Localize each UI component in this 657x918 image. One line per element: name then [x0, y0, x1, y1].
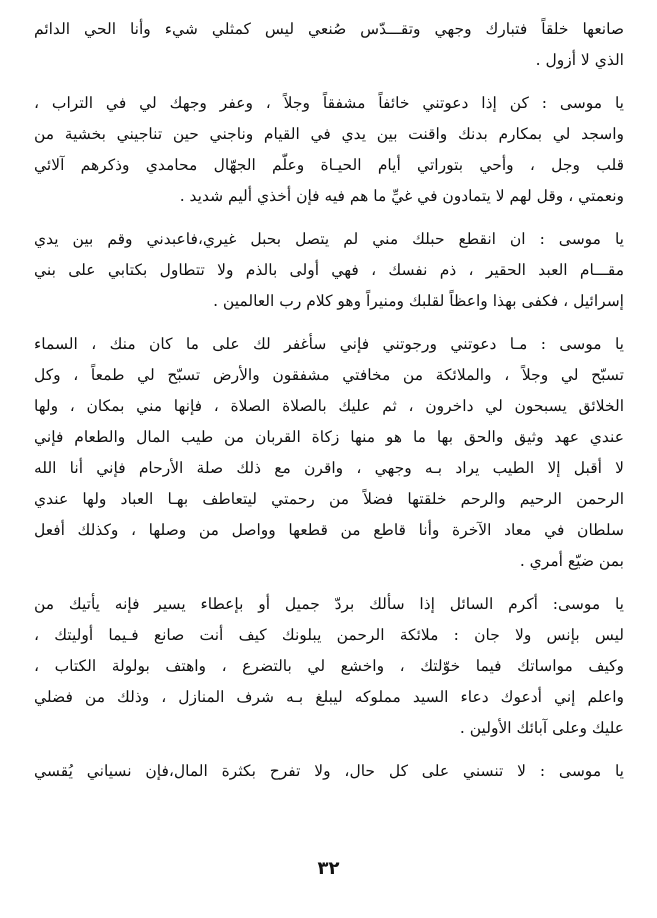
text-line: وكيف مواساتك فيما خوّلتك ، واخشع لي بالتضرع ، واهتف بولولة الكتاب ،	[34, 657, 624, 675]
text-line: واسجد لي بمكارم بدنك واقنت بين يدي في القيام وناجني حين تناجيني بخشية من	[34, 125, 624, 143]
text-line: واعلم إني أدعوك دعاء السيد مملوكه ليبلغ بـه شرف المنازل ، وذلك من فضلي	[34, 688, 624, 706]
page-body	[34, 14, 624, 904]
text-line: صانعها خلقاً فتبارك وجهي وتقـــدّس صُنعي ليس كمثلي شيء وأنا الحي الدائم	[34, 20, 624, 38]
text-line: يا موسى : كن إذا دعوتني خائفاً مشفقاً وجلاً ، وعفر وجهك لي في التراب ،	[34, 94, 624, 112]
text-line: تسبّح لي وجلاً ، والملائكة من مخافتي مشفقون والأرض تسبّح لي طمعاً ، وكل	[34, 366, 624, 384]
text-line: سلطان في معاد الآخرة وأنا قاطع من قطعها وواصل من وصلها ، وكذلك أفعل	[34, 521, 624, 539]
text-line: ونعمتي ، وقل لهم لا يتمادون في غيِّ ما هم فيه فإن أخذي أليم شديد .	[179, 187, 624, 205]
text-line: بمن ضيّع أمري .	[519, 552, 624, 570]
text-line: عندي عهد وثيق والحق بها ما هو منها زكاة القربان من طيب المال والطعام فإني	[34, 428, 624, 446]
text-line: عليك وعلى آبائك الأولين .	[459, 719, 624, 737]
text-line: الرحمن الرحيم والرحم خلقتها فضلاً من رحمتي ليتعاطف بهـا العباد ولها عندي	[34, 490, 624, 508]
text-line: قلب وجل ، وأحي بتوراتي أيام الحيـاة وعلّم الجهّال محامدي وذكرهم آلائي	[34, 156, 624, 174]
paragraph-2	[34, 88, 624, 212]
paragraph-5	[34, 589, 624, 744]
text-line: إسرائيل ، فكفى بهذا واعظاً لقلبك ومنيراً وهو كلام رب العالمين .	[213, 292, 624, 310]
text-line: الذي لا أزول .	[535, 51, 624, 69]
page-number: ٣٢	[317, 858, 340, 879]
text-line: ليس بإنس ولا جان : ملائكة الرحمن يبلونك كيف أنت صانع فـيما أوليتك ،	[34, 626, 624, 644]
paragraph-1	[34, 14, 624, 76]
text-line: لا أقبل إلا الطيب يراد بـه وجهي ، واقرن مع ذلك صلة الأرحام فإني أنا الله	[34, 459, 624, 477]
text-line: الخلائق يسبحون لي داخرون ، ثم عليك بالصلاة الصلاة ، فإنها مني بمكان ، ولها	[34, 397, 624, 415]
paragraph-6	[34, 756, 624, 787]
paragraph-4	[34, 329, 624, 577]
paragraph-3	[34, 224, 624, 317]
text-line: يا موسى: أكرم السائل إذا سألك بردّ جميل أو بإعطاء يسير فإنه يأتيك من	[34, 595, 624, 613]
text-line: يا موسى : مـا دعوتني ورجوتني فإني سأغفر لك على ما كان منك ، السماء	[34, 335, 624, 353]
text-line: مقـــام العبد الحقير ، ذم نفسك ، فهي أولى بالذم ولا تتطاول بكتابي على بني	[34, 261, 624, 279]
text-line: يا موسى : ان انقطع حبلك مني لم يتصل بحبل غيري،فاعبدني وقم بين يدي	[34, 230, 624, 248]
text-line: يا موسى : لا تنسني على كل حال، ولا تفرح بكثرة المال،فإن نسياني يُقسي	[34, 762, 624, 780]
